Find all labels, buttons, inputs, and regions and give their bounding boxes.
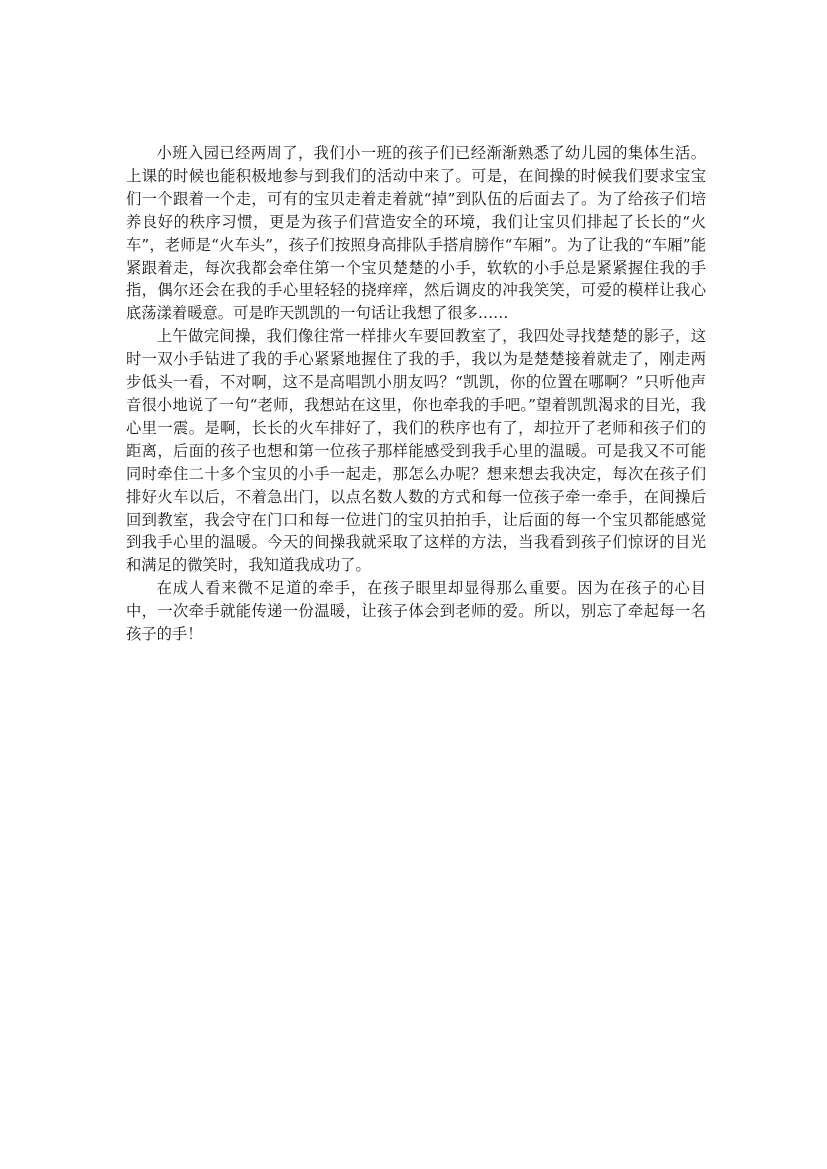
paragraph-3: 在成人看来微不足道的牵手，在孩子眼里却显得那么重要。因为在孩子的心目中，一次牵手就能传递一份温暖，让孩子体会到老师的爱。所以，别忘了牵起每一名孩子的手！ (126, 579, 706, 644)
paragraph-2: 上午做完间操，我们像往常一样排火车要回教室了，我四处寻找楚楚的影子，这时一双小手钻进了我的手心紧紧地握住了我的手，我以为是楚楚接着就走了，刚走两步低头一看，不对啊，这不是高唱凯小朋友吗？“凯凯，你的位置在哪啊？”只听他声音很小地说了一句“老师，我想站在这里，你也牵我的手吧。”望着凯凯渴求的目光，我心里一震。是啊，长长的火车排好了，我们的秩序也有了，却拉开了老师和孩子们的距离，后面的孩子也想和第一位孩子那样能感受到我手心里的温暖。可是我又不可能同时牵住二十多个宝贝的小手一起走，那怎么办呢？想来想去我决定，每次在孩子们排好火车以后，不着急出门，以点名数人数的方式和每一位孩子牵一牵手，在间操后回到教室，我会守在门口和每一位进门的宝贝拍拍手，让后面的每一个宝贝都能感觉到我手心里的温暖。今天的间操我就采取了这样的方法，当我看到孩子们惊讶的目光和满足的微笑时，我知道我成功了。 (126, 327, 706, 575)
paragraph-1: 小班入园已经两周了，我们小一班的孩子们已经渐渐熟悉了幼儿园的集体生活。上课的时候也能积极地参与到我们的活动中来了。可是，在间操的时候我们要求宝宝们一个跟着一个走，可有的宝贝走着走着就“掉”到队伍的后面去了。为了给孩子们培养良好的秩序习惯，更是为孩子们营造安全的环境，我们让宝贝们排起了长长的“火车”，老师是“火车头”，孩子们按照身高排队手搭肩膀作“车厢”。为了让我的“车厢”能紧跟着走，每次我都会牵住第一个宝贝楚楚的小手，软软的小手总是紧紧握住我的手指，偶尔还会在我的手心里轻轻的挠痒痒，然后调皮的冲我笑笑，可爱的模样让我心底荡漾着暖意。可是昨天凯凯的一句话让我想了很多…… (126, 144, 706, 323)
document-body (126, 142, 706, 646)
